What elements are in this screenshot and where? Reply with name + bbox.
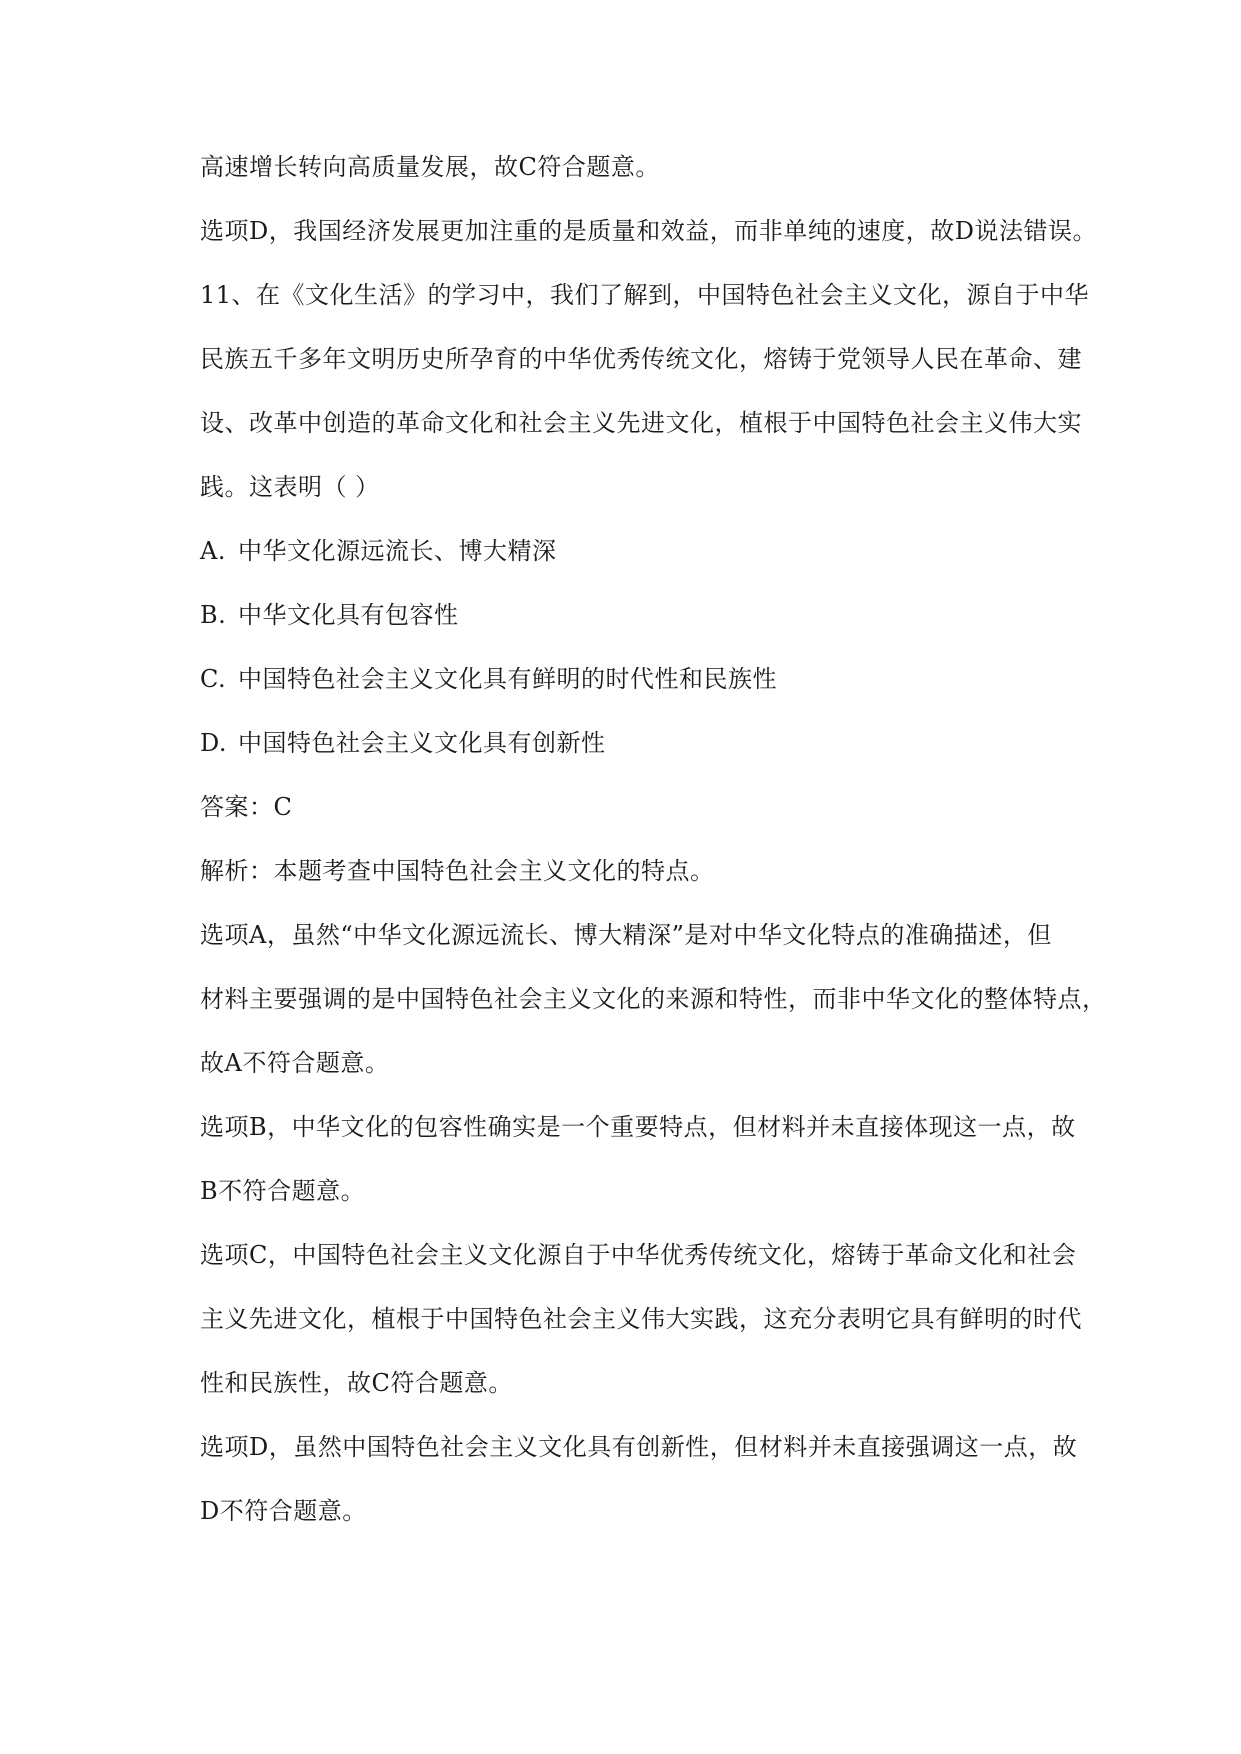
analysis-line-1: 解析：本题考查中国特色社会主义文化的特点。 [200, 857, 715, 885]
option-d-text: 中国特色社会主义文化具有创新性 [238, 729, 606, 757]
question-11-line-4: 践。这表明（ ） [200, 473, 380, 501]
question-11-line-1: 11、在《文化生活》的学习中，我们了解到，中国特色社会主义文化，源自于中华 [200, 281, 1090, 309]
answer-line: 答案：C [200, 793, 293, 821]
text-line-2: 选项D，我国经济发展更加注重的是质量和效益，而非单纯的速度，故D说法错误。 [200, 217, 1097, 245]
analysis-line-11: D不符合题意。 [200, 1497, 367, 1525]
question-11-line-2: 民族五千多年文明历史所孕育的中华优秀传统文化，熔铸于党领导人民在革命、建 [200, 345, 1082, 373]
option-a-letter: A. [200, 537, 226, 565]
analysis-line-6: B不符合题意。 [200, 1177, 366, 1205]
option-d-letter: D. [200, 729, 228, 757]
analysis-line-7: 选项C，中国特色社会主义文化源自于中华优秀传统文化，熔铸于革命文化和社会 [200, 1241, 1077, 1269]
analysis-line-8: 主义先进文化，植根于中国特色社会主义伟大实践，这充分表明它具有鲜明的时代 [200, 1305, 1082, 1333]
option-c [200, 664, 777, 694]
text-line-1: 高速增长转向高质量发展，故C符合题意。 [200, 153, 660, 181]
option-a [200, 536, 557, 566]
analysis-line-9: 性和民族性，故C符合题意。 [200, 1369, 513, 1397]
option-c-letter: C. [200, 665, 227, 693]
analysis-line-5: 选项B，中华文化的包容性确实是一个重要特点，但材料并未直接体现这一点，故 [200, 1113, 1076, 1141]
question-11-line-3: 设、改革中创造的革命文化和社会主义先进文化，植根于中国特色社会主义伟大实 [200, 409, 1082, 437]
analysis-line-2: 选项A，虽然“中华文化源远流长、博大精深”是对中华文化特点的准确描述，但 [200, 921, 1052, 949]
analysis-line-3: 材料主要强调的是中国特色社会主义文化的来源和特性，而非中华文化的整体特点， [200, 985, 1107, 1013]
option-b-text: 中华文化具有包容性 [238, 601, 459, 629]
option-b [200, 600, 459, 630]
option-d [200, 728, 606, 758]
analysis-line-10: 选项D，虽然中国特色社会主义文化具有创新性，但材料并未直接强调这一点，故 [200, 1433, 1078, 1461]
analysis-line-4: 故A不符合题意。 [200, 1049, 390, 1077]
option-a-text: 中华文化源远流长、博大精深 [238, 537, 557, 565]
option-c-text: 中国特色社会主义文化具有鲜明的时代性和民族性 [238, 665, 777, 693]
option-b-letter: B. [200, 601, 227, 629]
